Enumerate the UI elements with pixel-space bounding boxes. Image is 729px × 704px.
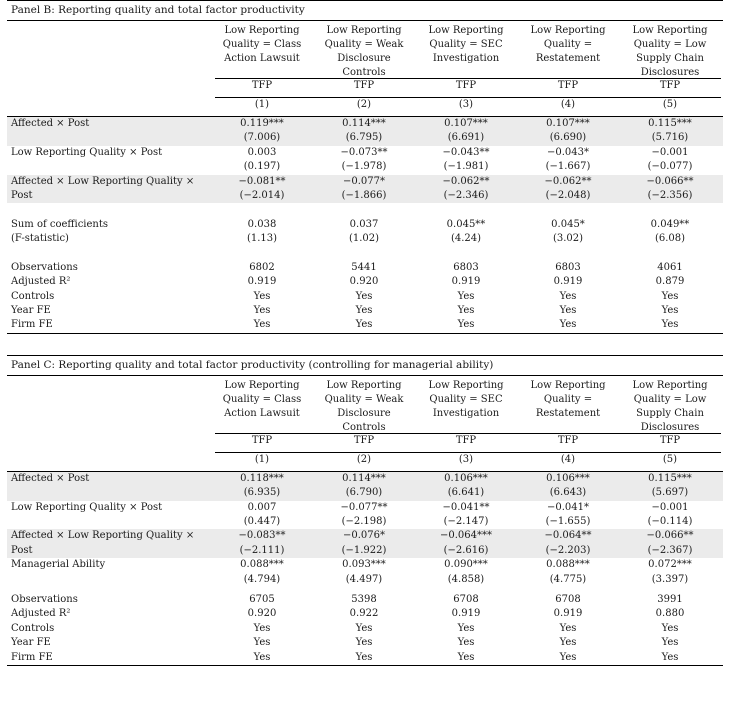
- row-label: Post: [11, 189, 33, 201]
- table-cell: Yes: [253, 290, 271, 302]
- table-cell: 0.114***: [342, 118, 386, 129]
- table-cell: (−1.922): [341, 544, 387, 556]
- table-cell: 0.106***: [444, 472, 488, 484]
- panel-b: [7, 0, 723, 334]
- table-cell: −0.066**: [646, 530, 694, 542]
- table-cell: 0.088***: [240, 559, 284, 571]
- table-cell: Yes: [457, 305, 475, 317]
- row-label: [7, 160, 211, 174]
- table-cell: 0.106***: [546, 472, 590, 484]
- table-cell: 0.919: [553, 276, 583, 288]
- table-cell: 0.038: [247, 218, 277, 230]
- table-cell: (−1.981): [443, 161, 489, 173]
- table-cell: 6803: [453, 261, 479, 273]
- table-cell: Yes: [355, 290, 373, 302]
- table-row: [7, 261, 723, 275]
- table-cell: Yes: [457, 651, 475, 663]
- panel-c-coefficient-rows: [7, 472, 723, 587]
- table-cell: Yes: [661, 319, 679, 331]
- table-cell: Yes: [661, 290, 679, 302]
- row-label: Low Reporting Quality × Post: [11, 146, 163, 158]
- column-number: (4): [560, 99, 576, 110]
- row-label: Firm FE: [11, 651, 53, 663]
- table-row: [7, 472, 723, 486]
- dependent-variable: TFP: [659, 434, 681, 446]
- column-number-row: [7, 98, 723, 116]
- table-cell: (−2.111): [239, 544, 285, 556]
- row-label: Observations: [11, 261, 78, 273]
- table-cell: −0.001: [651, 146, 689, 158]
- table-row: [7, 218, 723, 232]
- row-label: Low Reporting Quality × Post: [11, 501, 163, 513]
- table-row: [7, 607, 723, 621]
- table-cell: Yes: [457, 290, 475, 302]
- dependent-variable: TFP: [557, 80, 579, 91]
- table-cell: Yes: [457, 622, 475, 634]
- dependent-variable: TFP: [455, 80, 477, 91]
- table-cell: Yes: [457, 319, 475, 331]
- table-cell: (−0.114): [647, 516, 693, 528]
- panel-c: [7, 355, 723, 666]
- column-number: (2): [356, 99, 372, 110]
- table-cell: Yes: [355, 637, 373, 649]
- table-cell: Yes: [253, 637, 271, 649]
- table-cell: (−2.198): [341, 516, 387, 528]
- table-cell: (−1.866): [341, 189, 387, 201]
- column-header: Low Reporting Quality = Low Supply Chain Disclosures: [632, 379, 708, 433]
- table-cell: (1.13): [246, 233, 278, 245]
- table-cell: Yes: [559, 651, 577, 663]
- table-cell: 0.088***: [546, 559, 590, 571]
- table-cell: (4.497): [345, 573, 383, 585]
- table-row: [7, 290, 723, 304]
- table-cell: 6803: [555, 261, 581, 273]
- table-cell: (−2.203): [545, 544, 591, 556]
- table-cell: (6.641): [447, 487, 485, 499]
- table-cell: (7.006): [243, 132, 281, 144]
- table-cell: 0.007: [247, 501, 277, 513]
- table-cell: −0.073**: [340, 146, 388, 158]
- row-label: [7, 515, 211, 529]
- table-row: [7, 636, 723, 650]
- row-label: Adjusted R²: [11, 276, 71, 288]
- table-row: [7, 117, 723, 131]
- table-cell: (6.790): [345, 487, 383, 499]
- table-cell: 0.919: [451, 276, 481, 288]
- table-cell: −0.062**: [544, 175, 592, 187]
- table-cell: Yes: [661, 651, 679, 663]
- table-cell: 0.049**: [650, 218, 690, 230]
- row-label: [7, 486, 211, 500]
- dependent-variable-row: [7, 434, 723, 452]
- table-row: [7, 593, 723, 607]
- table-cell: (−2.147): [443, 516, 489, 528]
- table-cell: (6.643): [549, 487, 587, 499]
- table-row: [7, 529, 723, 543]
- panel-b-stat-rows: [7, 261, 723, 334]
- table-cell: (6.08): [654, 233, 686, 245]
- table-cell: (−1.978): [341, 161, 387, 173]
- table-cell: (−2.367): [647, 544, 693, 556]
- table-cell: (5.716): [651, 132, 689, 144]
- table-cell: −0.081**: [238, 175, 286, 187]
- table-cell: (−2.616): [443, 544, 489, 556]
- table-cell: 0.045**: [446, 218, 486, 230]
- table-row: [7, 544, 723, 558]
- panel-b-sum-rows: [7, 218, 723, 247]
- row-label: Controls: [11, 622, 55, 634]
- table-cell: 0.922: [349, 608, 379, 620]
- table-cell: −0.062**: [442, 175, 490, 187]
- panel-c-stat-rows: [7, 593, 723, 666]
- table-cell: −0.077**: [340, 501, 388, 513]
- table-cell: (0.447): [243, 516, 281, 528]
- table-row: [7, 622, 723, 636]
- table-cell: Yes: [355, 622, 373, 634]
- table-row: [7, 304, 723, 318]
- panel-b-column-headers: [7, 21, 723, 78]
- table-cell: −0.066**: [646, 175, 694, 187]
- table-cell: 0.880: [655, 608, 685, 620]
- table-cell: 4061: [657, 261, 683, 273]
- table-cell: Yes: [661, 622, 679, 634]
- table-cell: 0.920: [349, 276, 379, 288]
- table-cell: Yes: [355, 305, 373, 317]
- table-cell: 0.107***: [546, 118, 590, 129]
- table-cell: −0.083**: [238, 530, 286, 542]
- table-row: [7, 558, 723, 572]
- table-cell: −0.064**: [544, 530, 592, 542]
- column-header: Low Reporting Quality = SEC Investigation: [428, 379, 504, 419]
- table-cell: 0.115***: [648, 472, 692, 484]
- column-number: (2): [356, 453, 372, 465]
- table-cell: (−1.655): [545, 516, 591, 528]
- table-row: [7, 131, 723, 145]
- table-cell: 0.003: [247, 146, 277, 158]
- table-cell: 0.093***: [342, 559, 386, 571]
- table-cell: Yes: [559, 319, 577, 331]
- table-cell: (6.935): [243, 487, 281, 499]
- row-label: Affected × Low Reporting Quality ×: [11, 175, 195, 187]
- table-cell: Yes: [253, 305, 271, 317]
- column-header: Low Reporting Quality = Restatement: [530, 379, 606, 419]
- table-cell: −0.041**: [442, 501, 490, 513]
- table-row: [7, 486, 723, 500]
- column-number: (1): [254, 99, 270, 110]
- dependent-variable: TFP: [353, 80, 375, 91]
- table-cell: 5398: [351, 593, 377, 605]
- row-label: Adjusted R²: [11, 608, 71, 620]
- table-cell: −0.043*: [546, 146, 589, 158]
- column-number: (5): [662, 99, 678, 110]
- table-cell: (4.775): [549, 573, 587, 585]
- column-number-row: [7, 453, 723, 471]
- table-cell: (6.691): [447, 132, 485, 144]
- table-cell: Yes: [559, 637, 577, 649]
- table-cell: 3991: [657, 593, 683, 605]
- table-row: [7, 318, 723, 332]
- table-cell: Yes: [355, 319, 373, 331]
- table-row: [7, 175, 723, 189]
- row-label: Affected × Post: [11, 118, 90, 129]
- dependent-variable: TFP: [557, 434, 579, 446]
- column-header: Low Reporting Quality = Class Action Lawsuit: [222, 25, 302, 64]
- row-label: Affected × Post: [11, 472, 90, 484]
- table-row: [7, 651, 723, 665]
- table-cell: (4.794): [243, 573, 281, 585]
- panel-b-coefficient-rows: [7, 117, 723, 203]
- row-label: Observations: [11, 593, 78, 605]
- table-cell: −0.043**: [442, 146, 490, 158]
- column-header: Low Reporting Quality = SEC Investigation: [428, 25, 504, 64]
- table-cell: Yes: [559, 305, 577, 317]
- table-cell: 0.919: [451, 608, 481, 620]
- row-label: Controls: [11, 290, 55, 302]
- table-cell: (−1.667): [545, 161, 591, 173]
- table-row: [7, 146, 723, 160]
- table-cell: 0.107***: [444, 118, 488, 129]
- table-cell: Yes: [559, 290, 577, 302]
- table-cell: 0.037: [349, 218, 379, 230]
- table-cell: 0.919: [247, 276, 277, 288]
- table-cell: −0.077*: [342, 175, 385, 187]
- table-cell: −0.064***: [439, 530, 492, 542]
- dependent-variable: TFP: [455, 434, 477, 446]
- table-cell: 6708: [555, 593, 581, 605]
- panel-c-title: Panel C: Reporting quality and total factor productivity (controlling for managerial ability): [7, 355, 723, 376]
- row-label: Year FE: [11, 305, 51, 317]
- table-cell: Yes: [661, 637, 679, 649]
- table-cell: 0.072***: [648, 559, 692, 571]
- table-cell: (−2.356): [647, 189, 693, 201]
- panel-c-column-headers: [7, 376, 723, 433]
- column-header: Low Reporting Quality = Weak Disclosure Controls: [324, 25, 404, 78]
- table-cell: 0.919: [553, 608, 583, 620]
- table-cell: (3.02): [552, 233, 584, 245]
- table-cell: (6.795): [345, 132, 383, 144]
- column-header: Low Reporting Quality = Low Supply Chain Disclosures: [632, 25, 708, 78]
- table-cell: (−2.048): [545, 189, 591, 201]
- dependent-variable: TFP: [251, 80, 273, 91]
- table-cell: 0.920: [247, 608, 277, 620]
- row-label: [7, 573, 211, 587]
- table-cell: Yes: [253, 622, 271, 634]
- column-number: (4): [560, 453, 576, 465]
- row-label: Firm FE: [11, 319, 53, 331]
- column-header: Low Reporting Quality = Restatement: [530, 25, 606, 64]
- table-cell: 0.114***: [342, 472, 386, 484]
- row-label: Affected × Low Reporting Quality ×: [11, 530, 195, 542]
- table-cell: Yes: [253, 651, 271, 663]
- table-cell: 6802: [249, 261, 275, 273]
- row-label: Year FE: [11, 637, 51, 649]
- table-cell: 0.119***: [240, 118, 284, 129]
- column-number: (1): [254, 453, 270, 465]
- column-header: Low Reporting Quality = Weak Disclosure Controls: [324, 379, 404, 433]
- table-row: [7, 501, 723, 515]
- row-label: Managerial Ability: [11, 559, 106, 571]
- row-label: Sum of coefficients: [11, 218, 109, 230]
- table-cell: (4.24): [450, 233, 482, 245]
- table-cell: Yes: [253, 319, 271, 331]
- table-cell: Yes: [661, 305, 679, 317]
- table-cell: 0.879: [655, 276, 685, 288]
- table-cell: (1.02): [348, 233, 380, 245]
- table-row: [7, 515, 723, 529]
- table-cell: −0.001: [651, 501, 689, 513]
- table-row: [7, 160, 723, 174]
- column-number: (3): [458, 99, 474, 110]
- table-cell: −0.076*: [342, 530, 385, 542]
- table-cell: 0.118***: [240, 472, 284, 484]
- table-cell: Yes: [457, 637, 475, 649]
- column-number: (3): [458, 453, 474, 465]
- panel-b-title: Panel B: Reporting quality and total factor productivity: [7, 0, 723, 21]
- table-row: [7, 232, 723, 246]
- table-row: [7, 275, 723, 289]
- table-cell: Yes: [559, 622, 577, 634]
- table-row: [7, 573, 723, 587]
- table-cell: (6.690): [549, 132, 587, 144]
- table-cell: 0.045*: [551, 218, 585, 230]
- table-cell: Yes: [355, 651, 373, 663]
- table-cell: (0.197): [243, 161, 281, 173]
- column-header: Low Reporting Quality = Class Action Lawsuit: [222, 379, 302, 419]
- table-cell: 6708: [453, 593, 479, 605]
- table-cell: (4.858): [447, 573, 485, 585]
- dependent-variable: TFP: [353, 434, 375, 446]
- row-label: [7, 131, 211, 145]
- table-cell: (−2.014): [239, 189, 285, 201]
- table-cell: (5.697): [651, 487, 689, 499]
- table-cell: 6705: [249, 593, 275, 605]
- table-cell: −0.041*: [546, 501, 589, 513]
- dependent-variable: TFP: [659, 80, 681, 91]
- table-cell: (3.397): [651, 573, 689, 585]
- table-cell: 0.115***: [648, 118, 692, 129]
- table-cell: (−0.077): [647, 161, 693, 173]
- column-number: (5): [662, 453, 678, 465]
- table-cell: (−2.346): [443, 189, 489, 201]
- table-cell: 5441: [351, 261, 377, 273]
- row-label: (F-statistic): [11, 233, 69, 245]
- row-label: Post: [11, 544, 33, 556]
- table-row: [7, 189, 723, 203]
- dependent-variable-row: [7, 79, 723, 97]
- dependent-variable: TFP: [251, 434, 273, 446]
- table-cell: 0.090***: [444, 559, 488, 571]
